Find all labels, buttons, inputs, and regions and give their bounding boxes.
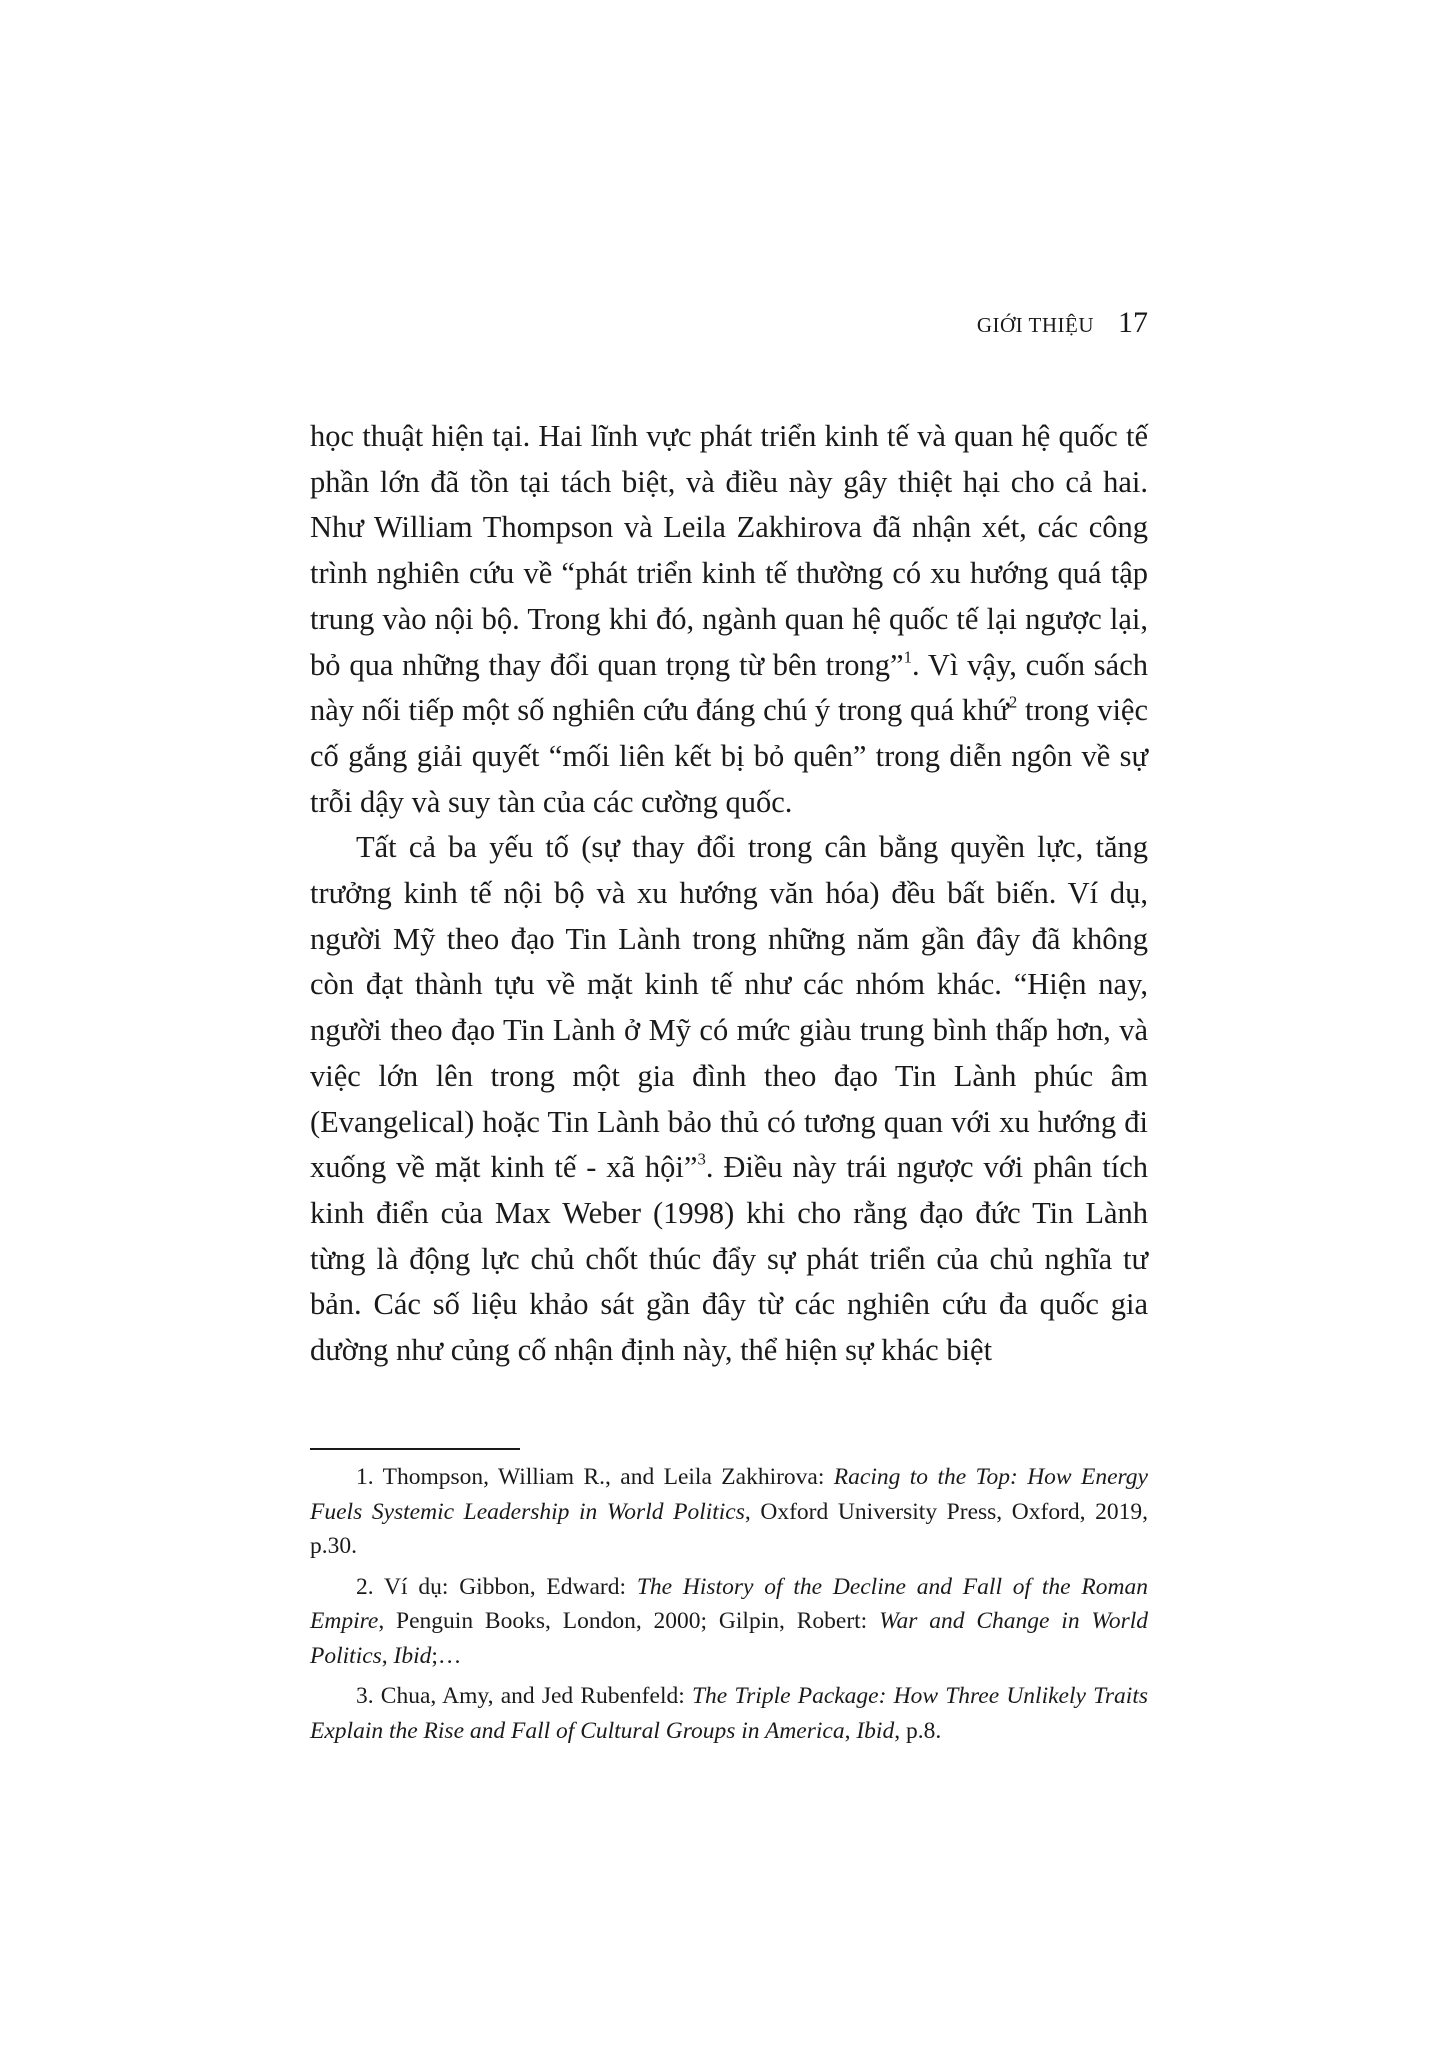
running-header	[977, 306, 1148, 340]
footnote-separator	[310, 1448, 520, 1450]
paragraph-1	[310, 414, 1148, 825]
footnote-2-sep: ,	[381, 1642, 394, 1669]
footnote-ref-2: 2	[1008, 692, 1018, 712]
footnote-2-publisher: , Penguin Books, London, 2000; Gilpin, Robert:	[378, 1608, 880, 1634]
footnote-2-title-2: War and Change in World Politics	[310, 1608, 1149, 1669]
footnote-2	[310, 1570, 1148, 1674]
paragraph-1-part-a: học thuật hiện tại. Hai lĩnh vực phát triển kinh tế và quan hệ quốc tế phần lớn đã tồn tại tách biệt, và điều này gây thiệt hại cho cả hai. Như William Thompson và Leila Zakhirova đã nhận xét, các công trình nghiên cứu về “phát triển kinh tế thường có xu hướng quá tập trung vào nội bộ. Trong khi đó, ngành quan hệ quốc tế lại ngược lại, bỏ qua những thay đổi quan trọng từ bên trong”	[310, 419, 1148, 682]
main-text	[310, 414, 1148, 1374]
footnote-3-author: 3. Chua, Amy, and Jed Rubenfeld:	[356, 1683, 692, 1709]
paragraph-1-part-c: trong việc cố gắng giải quyết “mối liên kết bị bỏ quên” trong diễn ngôn về sự trỗi dậy và suy tàn của các cường quốc.	[310, 693, 1148, 819]
footnote-3-title: The Triple Package: How Three Unlikely Traits Explain the Rise and Fall of Cultural Groups in America	[310, 1683, 1148, 1744]
paragraph-2	[310, 825, 1148, 1373]
footnote-1	[310, 1460, 1148, 1564]
footnote-2-author-1: 2. Ví dụ: Gibbon, Edward:	[356, 1573, 637, 1600]
footnote-2-end: ;…	[431, 1642, 462, 1669]
footnote-3-page: , p.8.	[894, 1717, 942, 1744]
footnote-1-title: Racing to the Top: How Energy Fuels Systemic Leadership in World Politics	[310, 1464, 1148, 1525]
footnote-1-author: 1. Thompson, William R., and Leila Zakhirova:	[356, 1464, 834, 1490]
paragraph-2-part-b: . Điều này trái ngược với phân tích kinh điển của Max Weber (1998) khi cho rằng đạo đức Tin Lành từng là động lực chủ chốt thúc đẩy sự phát triển của chủ nghĩa tư bản. Các số liệu khảo sát gần đây từ các nghiên cứu đa quốc gia dường như củng cố nhận định này, thể hiện sự khác biệt	[310, 1150, 1148, 1368]
footnote-ref-1: 1	[903, 646, 912, 666]
paragraph-2-part-a: Tất cả ba yếu tố (sự thay đổi trong cân bằng quyền lực, tăng trưởng kinh tế nội bộ và xu hướng văn hóa) đều bất biến. Ví dụ, người Mỹ theo đạo Tin Lành trong những năm gần đây đã không còn đạt thành tựu về mặt kinh tế như các nhóm khác. “Hiện nay, người theo đạo Tin Lành ở Mỹ có mức giàu trung bình thấp hơn, và việc lớn lên trong một gia đình theo đạo Tin Lành phúc âm (Evangelical) hoặc Tin Lành bảo thủ có tương quan với xu hướng đi xuống về mặt kinh tế - xã hội”	[310, 830, 1148, 1185]
footnote-2-title-1: The History of the Decline and Fall of the Roman Empire	[310, 1573, 1148, 1634]
footnote-1-publisher: , Oxford University Press, Oxford, 2019, p.30.	[310, 1498, 1149, 1559]
page-number: 17	[1118, 306, 1148, 339]
footnote-3	[310, 1679, 1148, 1748]
footnote-ref-3: 3	[697, 1149, 706, 1169]
footnotes	[310, 1460, 1148, 1754]
running-title: GIỚI THIỆU	[976, 313, 1094, 337]
footnote-3-ibid: Ibid	[856, 1717, 895, 1744]
footnote-2-ibid: Ibid	[393, 1642, 432, 1669]
paragraph-1-part-b: . Vì vậy, cuốn sách này nối tiếp một số nghiên cứu đáng chú ý trong quá khứ	[310, 647, 1148, 728]
footnote-3-sep: ,	[844, 1717, 857, 1744]
